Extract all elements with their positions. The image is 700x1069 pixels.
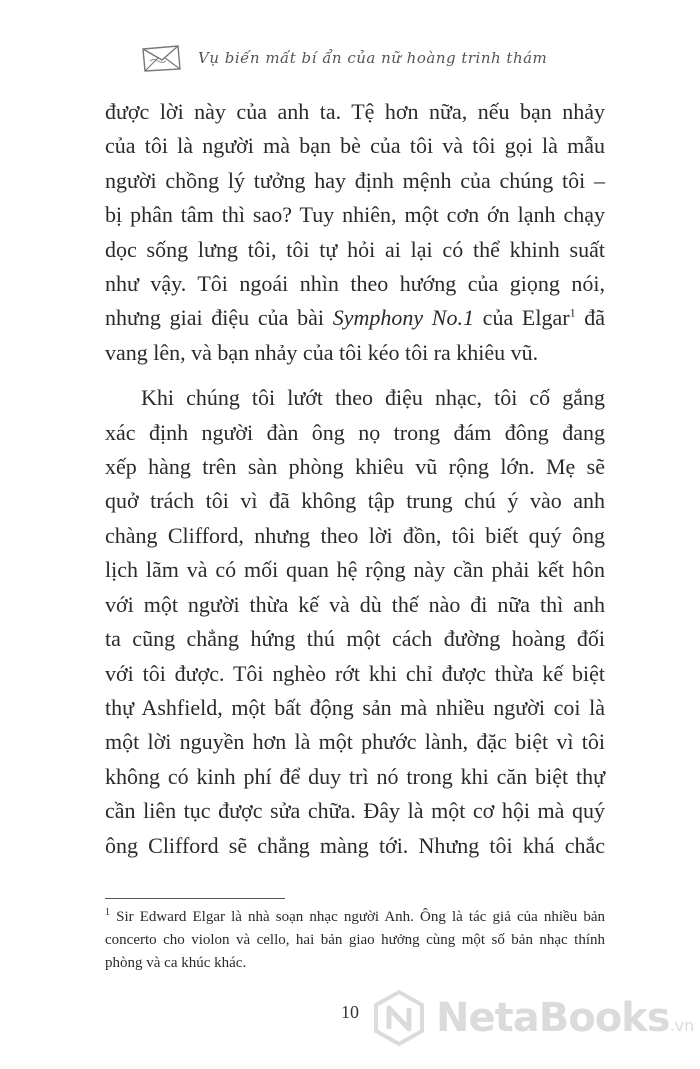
footnote-marker: 1: [105, 907, 110, 918]
body-line: không có kinh phí để duy trì nó trong khi căn biệt thự: [105, 763, 605, 789]
body-text: đã: [575, 305, 606, 331]
body-line: ông Clifford sẽ chẳng màng tới. Nhưng tôi khá chắc: [105, 832, 605, 858]
watermark-brand: NetaBooks.vn: [436, 995, 695, 1041]
footnote: [105, 906, 605, 975]
body-line: như vậy. Tôi ngoái nhìn theo hướng của giọng nói,: [105, 271, 605, 297]
body-line: quở trách tôi vì đã không tập trung chú ý vào anh: [105, 488, 605, 514]
envelope-icon: [140, 43, 182, 73]
footnote-reference: 1: [569, 306, 576, 321]
body-line: dọc sống lưng tôi, tôi tự hỏi ai lại có thể khinh suất: [105, 236, 605, 262]
body-line: bị phân tâm thì sao? Tuy nhiên, một cơn ớn lạnh chạy: [105, 202, 605, 228]
body-line: với tôi được. Tôi nghèo rớt khi chỉ được thừa kế biệt: [105, 660, 605, 686]
body-line: Khi chúng tôi lướt theo điệu nhạc, tôi cố gắng: [141, 385, 605, 411]
body-line: cần liên tục được sửa chữa. Đây là một cơ hội mà quý: [105, 798, 605, 824]
running-header-title: Vụ biến mất bí ẩn của nữ hoàng trinh thám: [198, 49, 548, 67]
body-line: của tôi là người mà bạn bè của tôi và tôi gọi là mẫu: [105, 133, 605, 159]
body-line: thự Ashfield, một bất động sản mà nhiều người coi là: [105, 694, 605, 720]
body-line: người chồng lý tưởng hay định mệnh của chúng tôi –: [105, 167, 605, 193]
body-text: của Elgar: [473, 305, 570, 331]
footnote-text: Sir Edward Elgar là nhà soạn nhạc người Anh. Ông là tác giả của nhiều bản concerto cho violon và cello, hai bản giao hưởng cùng một số bản nhạc thính phòng và ca khúc khác.: [105, 909, 605, 971]
running-header: [140, 40, 560, 76]
watermark-suffix: .vn: [669, 1016, 695, 1035]
watermark: [370, 988, 695, 1048]
body-line: được lời này của anh ta. Tệ hơn nữa, nếu bạn nhảy: [105, 99, 605, 124]
body-text: nhưng giai điệu của bài: [105, 305, 333, 331]
body-line-footnote-ref: [105, 301, 605, 335]
body-line: một lời nguyền hơn là một phước lành, đặc biệt vì tôi: [105, 729, 605, 755]
body-line: xác định người đàn ông nọ trong đám đông đang: [105, 419, 605, 445]
netabooks-logo-icon: [370, 989, 428, 1047]
body-line: lịch lãm và có mối quan hệ rộng này cần phải kết hôn: [105, 557, 605, 583]
body-line: chàng Clifford, nhưng theo lời đồn, tôi biết quý ông: [105, 522, 605, 548]
work-title: Symphony No.1: [332, 305, 474, 331]
footnote-divider: [105, 898, 285, 899]
body-line: ta cũng chẳng hứng thú một cách đường hoàng đối: [105, 626, 605, 652]
body-line: vang lên, và bạn nhảy của tôi kéo tôi ra khiêu vũ.: [105, 339, 539, 365]
body-line: xếp hàng trên sàn phòng khiêu vũ rộng lớn. Mẹ sẽ: [105, 454, 605, 480]
page-body: [105, 95, 605, 863]
page-number: 10: [341, 1002, 359, 1022]
body-line: với một người thừa kế và dù thế nào đi nữa thì anh: [105, 591, 605, 617]
